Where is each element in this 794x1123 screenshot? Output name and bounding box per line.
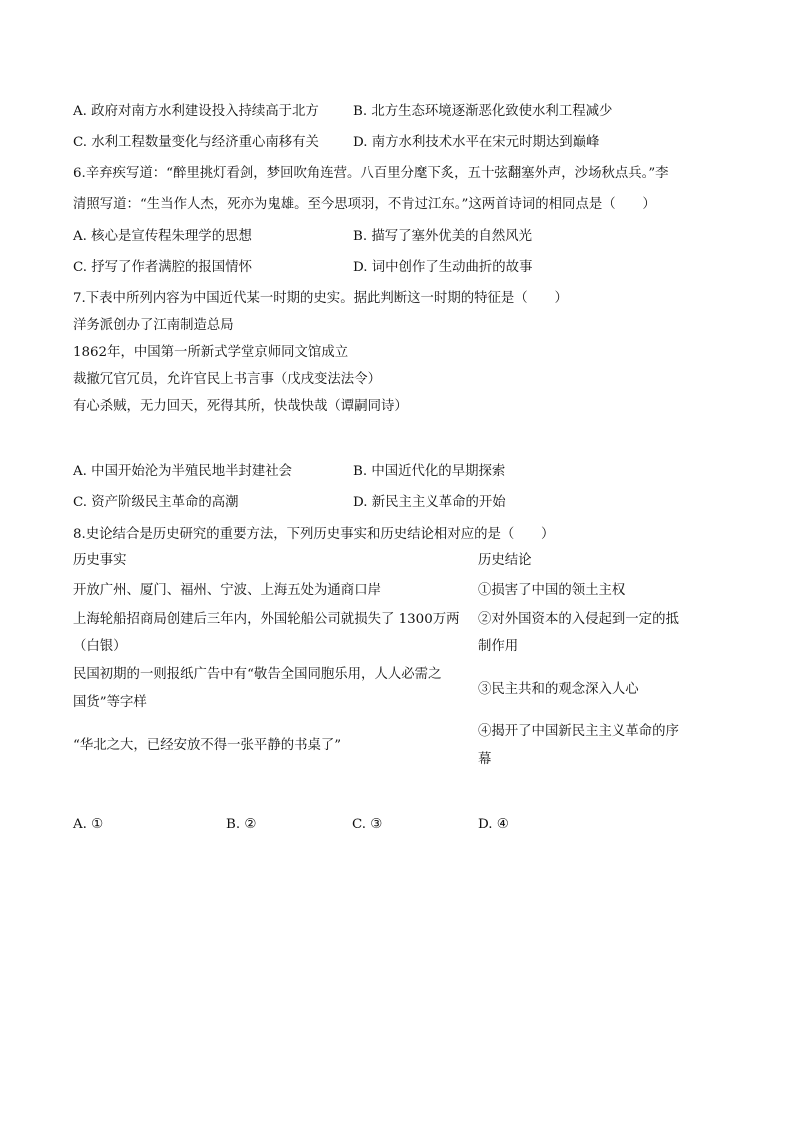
q8-fact-3-line-2: 国货”等字样 (73, 695, 147, 710)
q7-option-d[interactable]: D. 新民主主义革命的开始 (353, 495, 506, 510)
q5-option-b[interactable]: B. 北方生态环境逐渐恶化致使水利工程减少 (353, 104, 613, 119)
q6-option-a[interactable]: A. 核心是宣传程朱理学的思想 (73, 229, 252, 244)
q8-fact-1: 开放广州、厦门、福州、宁波、上海五处为通商口岸 (73, 583, 381, 598)
q8-option-a[interactable]: A. ① (73, 817, 104, 832)
q6-option-c[interactable]: C. 抒写了作者满腔的报国情怀 (73, 260, 252, 275)
q7-option-c[interactable]: C. 资产阶级民主革命的高潮 (73, 495, 239, 510)
q7-fact-1: 洋务派创办了江南制造总局 (73, 318, 234, 333)
q8-conclusion-2-line-2: 制作用 (478, 639, 519, 654)
q8-option-d[interactable]: D. ④ (478, 817, 509, 832)
q8-option-c[interactable]: C. ③ (352, 817, 383, 832)
q8-conclusion-3: ③民主共和的观念深入人心 (478, 682, 639, 697)
q7-fact-4: 有心杀贼，无力回天，死得其所，快哉快哉（谭嗣同诗） (73, 399, 408, 414)
q8-fact-3-line-1: 民国初期的一则报纸广告中有“敬告全国同胞乐用，人人必需之 (73, 667, 442, 682)
q8-conclusion-4-line-1: ④揭开了中国新民主主义革命的序 (478, 724, 679, 739)
q8-conclusion-4-line-2: 幕 (478, 752, 492, 767)
q8-option-b[interactable]: B. ② (226, 817, 257, 832)
q8-conclusion-2-line-1: ②对外国资本的入侵起到一定的抵 (478, 612, 679, 627)
q7-stem: 7.下表中所列内容为中国近代某一时期的史实。据此判断这一时期的特征是（ ） (73, 291, 568, 306)
q8-conclusion-1: ①损害了中国的领土主权 (478, 583, 626, 598)
q8-stem: 8.史论结合是历史研究的重要方法，下列历史事实和历史结论相对应的是（ ） (73, 527, 555, 542)
q5-option-c[interactable]: C. 水利工程数量变化与经济重心南移有关 (73, 135, 319, 150)
q5-option-d[interactable]: D. 南方水利技术水平在宋元时期达到巅峰 (353, 135, 600, 150)
q6-stem-line-1: 6.辛弃疾写道：“醉里挑灯看剑，梦回吹角连营。八百里分麾下炙，五十弦翻塞外声，沙场秋点兵。”李 (73, 166, 669, 181)
q8-header-fact: 历史事实 (73, 553, 127, 568)
q8-fact-2-line-1: 上海轮船招商局创建后三年内，外国轮船公司就损失了 1300万两 (73, 612, 460, 627)
q8-header-conclusion: 历史结论 (478, 553, 532, 568)
q5-option-a[interactable]: A. 政府对南方水利建设投入持续高于北方 (73, 104, 319, 119)
q6-option-b[interactable]: B. 描写了塞外优美的自然风光 (353, 229, 533, 244)
q7-fact-3: 裁撤冗官冗员，允许官民上书言事（戊戌变法法令） (73, 372, 381, 387)
q8-fact-4: “华北之大，已经安放不得一张平静的书桌了” (73, 738, 342, 753)
q6-stem-line-2: 清照写道：“生当作人杰，死亦为鬼雄。至今思项羽，不肯过江东。”这两首诗词的相同点是（ ） (73, 197, 656, 212)
q7-fact-2: 1862年，中国第一所新式学堂京师同文馆成立 (73, 345, 349, 360)
q6-option-d[interactable]: D. 词中创作了生动曲折的故事 (353, 260, 533, 275)
q8-fact-2-line-2: （白银） (73, 639, 127, 654)
q7-option-a[interactable]: A. 中国开始沦为半殖民地半封建社会 (73, 464, 293, 479)
q7-option-b[interactable]: B. 中国近代化的早期探索 (353, 464, 506, 479)
